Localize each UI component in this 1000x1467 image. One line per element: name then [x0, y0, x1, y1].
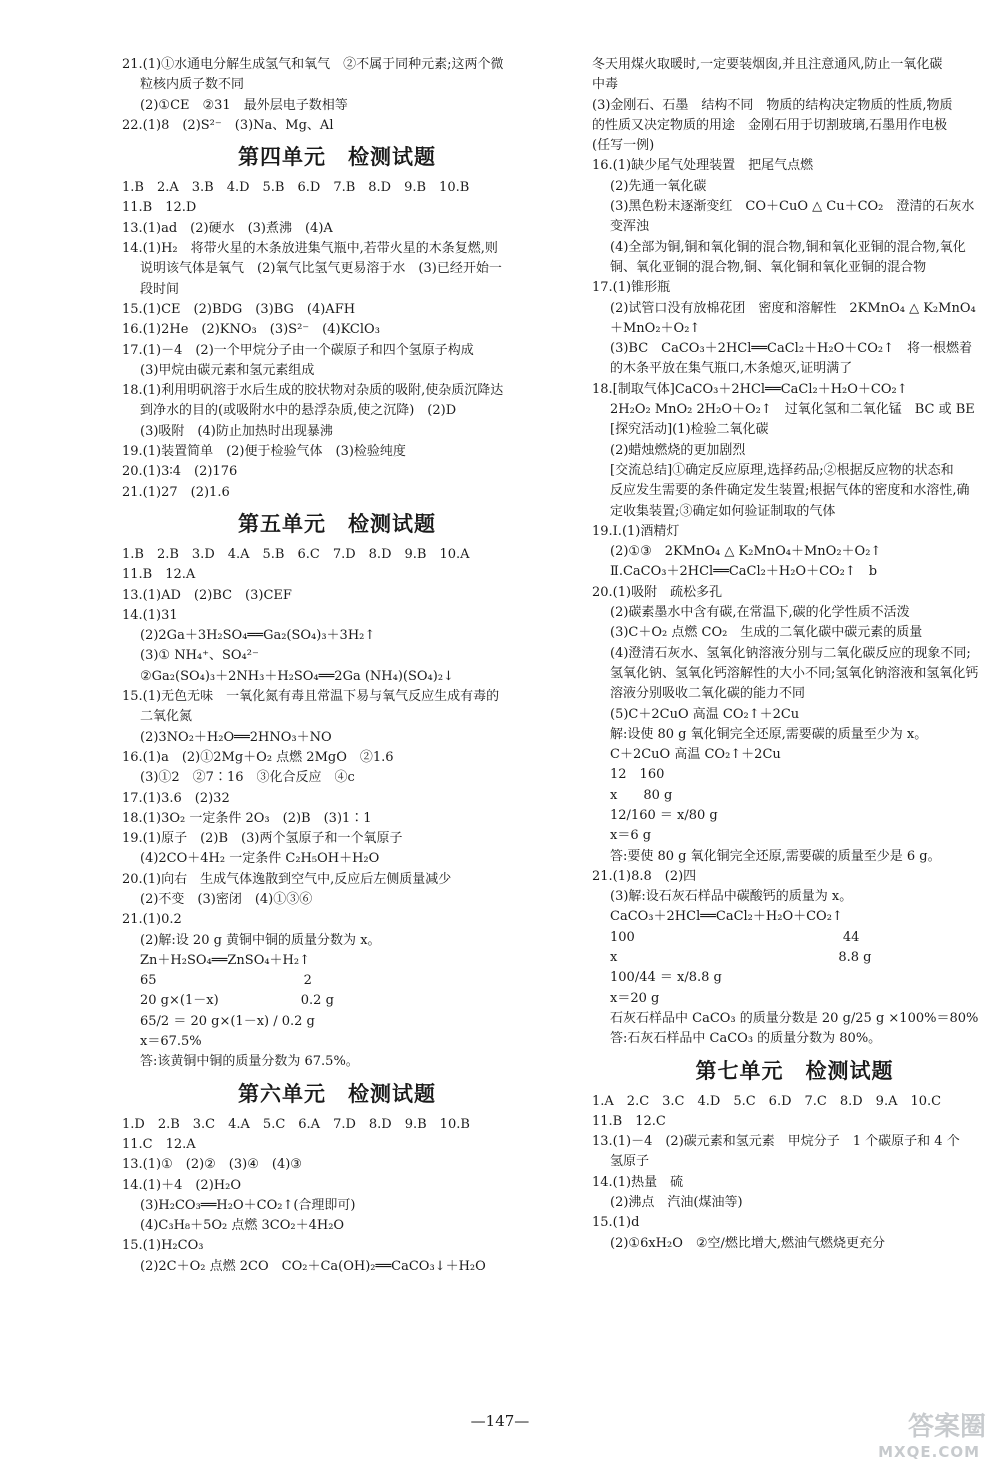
answer-line: (2)2Ga＋3H₂SO₄══Ga₂(SO₄)₃＋3H₂↑: [140, 628, 376, 644]
answer-line: C＋2CuO 高温 CO₂↑＋2Cu: [610, 747, 781, 763]
answer-line: 16.(1)a (2)①2Mg＋O₂ 点燃 2MgO ②1.6: [122, 749, 394, 765]
answer-line: 13.(1)－4 (2)碳元素和氢元素 甲烷分子 1 个碳原子和 4 个: [592, 1134, 960, 1150]
answer-line: 22.(1)8 (2)S²⁻ (3)Na、Mg、Al: [122, 117, 334, 133]
watermark-url: MXQE.COM: [878, 1443, 980, 1461]
answer-line: 20.(1)3∶4 (2)176: [122, 464, 238, 480]
answer-line: x 80 g: [610, 787, 673, 803]
answer-line: 11.B 12.C: [592, 1113, 666, 1129]
answer-line: 石灰石样品中 CaCO₃ 的质量分数是 20 g/25 g ×100%＝80%: [610, 1010, 979, 1026]
answer-line: 13.(1)AD (2)BC (3)CEF: [122, 587, 292, 603]
answer-line: 14.(1)＋4 (2)H₂O: [122, 1177, 241, 1193]
answer-line: 反应发生需要的条件确定发生装置;根据气体的密度和水溶性,确: [610, 483, 970, 499]
answer-line: (2)①③ 2KMnO₄ △ K₂MnO₄＋MnO₂＋O₂↑: [610, 544, 882, 560]
answer-line: 二氧化氮: [140, 709, 193, 725]
answer-line: (2)解:设 20 g 黄铜中铜的质量分数为 x。: [140, 932, 381, 948]
answer-line: 2H₂O₂ MnO₂ 2H₂O＋O₂↑ 过氧化氢和二氧化锰 BC 或 BE: [610, 402, 975, 418]
answer-line: Zn＋H₂SO₄══ZnSO₄＋H₂↑: [140, 952, 311, 968]
answer-line: ②Ga₂(SO₄)₃＋2NH₃＋H₂SO₄══2Ga (NH₄)(SO₄)₂↓: [140, 668, 454, 684]
watermark-logo: 答案圈: [907, 1412, 986, 1442]
answer-line: (4)全部为铜,铜和氧化铜的混合物,铜和氧化亚铜的混合物,氧化: [610, 239, 966, 255]
answer-line: 的木条平放在集气瓶口,木条熄灭,证明满了: [610, 361, 853, 377]
answer-line: 19.(1)原子 (2)B (3)两个氢原子和一个氧原子: [122, 831, 403, 847]
answer-line: 18.[制取气体]CaCO₃＋2HCl══CaCl₂＋H₂O＋CO₂↑: [592, 381, 908, 397]
answer-line: (3)黑色粉末逐渐变红 CO＋CuO △ Cu＋CO₂ 澄清的石灰水: [610, 199, 975, 215]
answer-line: 65/2 ＝ 20 g×(1－x) / 0.2 g: [140, 1013, 315, 1029]
answer-line: (2)不变 (3)密闭 (4)①③⑥: [140, 891, 313, 907]
answer-line: 20 g×(1－x) 0.2 g: [140, 993, 334, 1009]
answer-line: 100 44: [610, 929, 860, 945]
answer-line: 12/160 ＝ x/80 g: [610, 807, 718, 823]
answer-line: 1.A 2.C 3.C 4.D 5.C 6.D 7.C 8.D 9.A 10.C: [592, 1093, 942, 1109]
answer-line: (2)①CE ②31 最外层电子数相等: [140, 97, 348, 113]
answer-line: 段时间: [140, 281, 180, 297]
answer-line: 冬天用煤火取暖时,一定要装烟囱,并且注意通风,防止一氧化碳: [592, 57, 943, 72]
answer-line: 17.(1)锥形瓶: [592, 280, 671, 296]
section-heading: 第七单元 检测试题: [695, 1058, 894, 1083]
section-heading: 第六单元 检测试题: [238, 1081, 436, 1106]
answer-line: (3)① NH₄⁺、SO₄²⁻: [140, 648, 259, 664]
answer-line: [交流总结]①确定反应原理,选择药品;②根据反应物的状态和: [610, 462, 954, 478]
answer-line: 说明该气体是氧气 (2)氧气比氢气更易溶于水 (3)已经开始一: [140, 261, 502, 277]
left-column: [122, 55, 552, 1277]
answer-line: 21.(1)8.8 (2)四: [592, 868, 697, 884]
answer-line: (2)2C＋O₂ 点燃 2CO CO₂＋Ca(OH)₂══CaCO₃↓＋H₂O: [140, 1258, 486, 1274]
answer-line: 14.(1)H₂ 将带火星的木条放进集气瓶中,若带火星的木条复燃,则: [122, 241, 498, 257]
answer-line: 14.(1)31: [122, 607, 178, 623]
answer-line: (4)C₃H₈＋5O₂ 点燃 3CO₂＋4H₂O: [140, 1218, 345, 1234]
answer-line: 20.(1)向右 生成气体逸散到空气中,反应后左侧质量减少: [122, 871, 452, 887]
answer-line: 粒核内质子数不同: [140, 77, 245, 93]
answer-line: 16.(1)2He (2)KNO₃ (3)S²⁻ (4)KClO₃: [122, 322, 380, 338]
answer-line: 答:该黄铜中铜的质量分数为 67.5%。: [140, 1054, 359, 1070]
answer-line: 1.D 2.B 3.C 4.A 5.C 6.A 7.D 8.D 9.B 10.B: [122, 1116, 470, 1132]
answer-line: 溶液分别吸收二氧化碳的能力不同: [610, 686, 806, 702]
answer-line: 21.(1)0.2: [122, 912, 182, 928]
answer-line: 21.(1)①水通电分解生成氢气和氧气 ②不属于同种元素;这两个微: [122, 57, 504, 72]
answer-line: [探究活动](1)检验二氧化碳: [610, 422, 769, 438]
answer-line: (2)蜡烛燃烧的更加剧烈: [610, 442, 746, 458]
answer-line: (3)BC CaCO₃＋2HCl══CaCl₂＋H₂O＋CO₂↑ 将一根燃着: [610, 341, 972, 357]
answer-line: (3)①2 ②7∶16 ③化合反应 ④c: [140, 770, 355, 786]
answer-line: (2)碳素墨水中含有碳,在常温下,碳的化学性质不活泼: [610, 605, 910, 621]
answer-line: (2)试管口没有放棉花团 密度和溶解性 2KMnO₄ △ K₂MnO₄: [610, 300, 976, 316]
answer-line: (3)甲烷由碳元素和氢元素组成: [140, 362, 315, 378]
answer-line: 100/44 ＝ x/8.8 g: [610, 970, 722, 986]
answer-line: 14.(1)热量 硫: [592, 1174, 684, 1190]
answer-line: 18.(1)3O₂ 一定条件 2O₃ (2)B (3)1∶1: [122, 810, 372, 826]
answer-line: (4)澄清石灰水、氢氧化钠溶液分别与二氧化碳反应的现象不同;: [610, 645, 971, 661]
answer-line: 中毒: [592, 77, 619, 93]
answer-line: 1.B 2.A 3.B 4.D 5.B 6.D 7.B 8.D 9.B 10.B: [122, 180, 470, 196]
answer-line: x 8.8 g: [610, 950, 872, 966]
answer-line: 19.Ⅰ.(1)酒精灯: [592, 523, 680, 539]
answer-line: 1.B 2.B 3.D 4.A 5.B 6.C 7.D 8.D 9.B 10.A: [122, 546, 470, 562]
answer-line: 变浑浊: [610, 219, 650, 235]
answer-line: 11.C 12.A: [122, 1136, 196, 1152]
answer-line: (4)2CO＋4H₂ 一定条件 C₂H₅OH＋H₂O: [140, 851, 380, 867]
answer-line: 12 160: [610, 767, 665, 783]
answer-line: CaCO₃＋2HCl══CaCl₂＋H₂O＋CO₂↑: [610, 909, 843, 925]
answer-line: x＝20 g: [610, 990, 660, 1006]
answer-line: 答:石灰石样品中 CaCO₃ 的质量分数为 80%。: [610, 1031, 882, 1047]
answer-line: 15.(1)H₂CO₃: [122, 1238, 204, 1254]
answer-line: (3)解:设石灰石样品中碳酸钙的质量为 x。: [610, 889, 853, 905]
answer-line: 20.(1)吸附 疏松多孔: [592, 584, 723, 600]
right-column: [592, 55, 997, 1254]
page-number: —147—: [470, 1412, 530, 1430]
answer-line: 11.B 12.D: [122, 200, 197, 216]
answer-line: 氢原子: [610, 1154, 650, 1170]
answer-line: (3)H₂CO₃══H₂O＋CO₂↑(合理即可): [140, 1197, 356, 1213]
answer-line: 65 2: [140, 973, 312, 989]
answer-line: 答:要使 80 g 氧化铜完全还原,需要碳的质量至少是 6 g。: [610, 848, 941, 864]
answer-line: 铜、氧化亚铜的混合物,铜、氧化铜和氧化亚铜的混合物: [610, 259, 927, 275]
answer-line: 解:设使 80 g 氧化铜完全还原,需要碳的质量至少为 x。: [610, 726, 928, 742]
answer-line: x＝67.5%: [140, 1034, 202, 1050]
answer-line: (3)金刚石、石墨 结构不同 物质的结构决定物质的性质,物质: [592, 97, 953, 113]
section-heading: 第四单元 检测试题: [238, 145, 436, 170]
section-heading: 第五单元 检测试题: [238, 511, 436, 536]
answer-line: Ⅱ.CaCO₃＋2HCl══CaCl₂＋H₂O＋CO₂↑ b: [610, 564, 878, 580]
answer-line: 13.(1)ad (2)硬水 (3)煮沸 (4)A: [122, 220, 333, 236]
answer-line: 17.(1)3.6 (2)32: [122, 790, 230, 806]
answer-line: 18.(1)利用明矾溶于水后生成的胶状物对杂质的吸附,使杂质沉降达: [122, 383, 504, 399]
answer-line: x＝6 g: [610, 828, 652, 844]
answer-line: ＋MnO₂＋O₂↑: [610, 320, 701, 336]
answer-line: (2)沸点 汽油(煤油等): [610, 1195, 743, 1211]
answer-line: 的性质又决定物质的用途 金刚石用于切割玻璃,石墨用作电极: [592, 117, 948, 133]
answer-line: 15.(1)d: [592, 1215, 640, 1231]
answer-line: 19.(1)装置简单 (2)便于检验气体 (3)检验纯度: [122, 444, 406, 460]
answer-line: 21.(1)27 (2)1.6: [122, 484, 230, 500]
answer-line: (2)先通一氧化碳: [610, 178, 707, 194]
answer-line: 11.B 12.A: [122, 567, 196, 583]
answer-line: 13.(1)① (2)② (3)④ (4)③: [122, 1157, 302, 1173]
answer-line: (3)C＋O₂ 点燃 CO₂ 生成的二氧化碳中碳元素的质量: [610, 625, 923, 641]
answer-line: (任写一例): [592, 138, 655, 154]
answer-line: (2)①6xH₂O ②空/燃比增大,燃油气燃烧更充分: [610, 1235, 886, 1251]
answer-line: 16.(1)缺少尾气处理装置 把尾气点燃: [592, 158, 814, 174]
answer-line: 氢氧化钠、氢氧化钙溶解性的大小不同;氢氧化钠溶液和氢氧化钙: [610, 665, 979, 681]
answer-line: 15.(1)CE (2)BDG (3)BG (4)AFH: [122, 301, 356, 317]
answer-line: 17.(1)－4 (2)一个甲烷分子由一个碳原子和四个氢原子构成: [122, 342, 474, 358]
answer-line: (3)吸附 (4)防止加热时出现暴沸: [140, 423, 333, 439]
answer-line: 定收集装置;③确定如何验证制取的气体: [610, 503, 836, 519]
answer-line: 到净水的目的(或吸附水中的悬浮杂质,使之沉降) (2)D: [140, 403, 457, 419]
answer-line: (2)3NO₂＋H₂O══2HNO₃＋NO: [140, 729, 332, 745]
answer-line: 15.(1)无色无味 一氧化氮有毒且常温下易与氧气反应生成有毒的: [122, 689, 500, 705]
answer-line: (5)C＋2CuO 高温 CO₂↑＋2Cu: [610, 706, 800, 722]
